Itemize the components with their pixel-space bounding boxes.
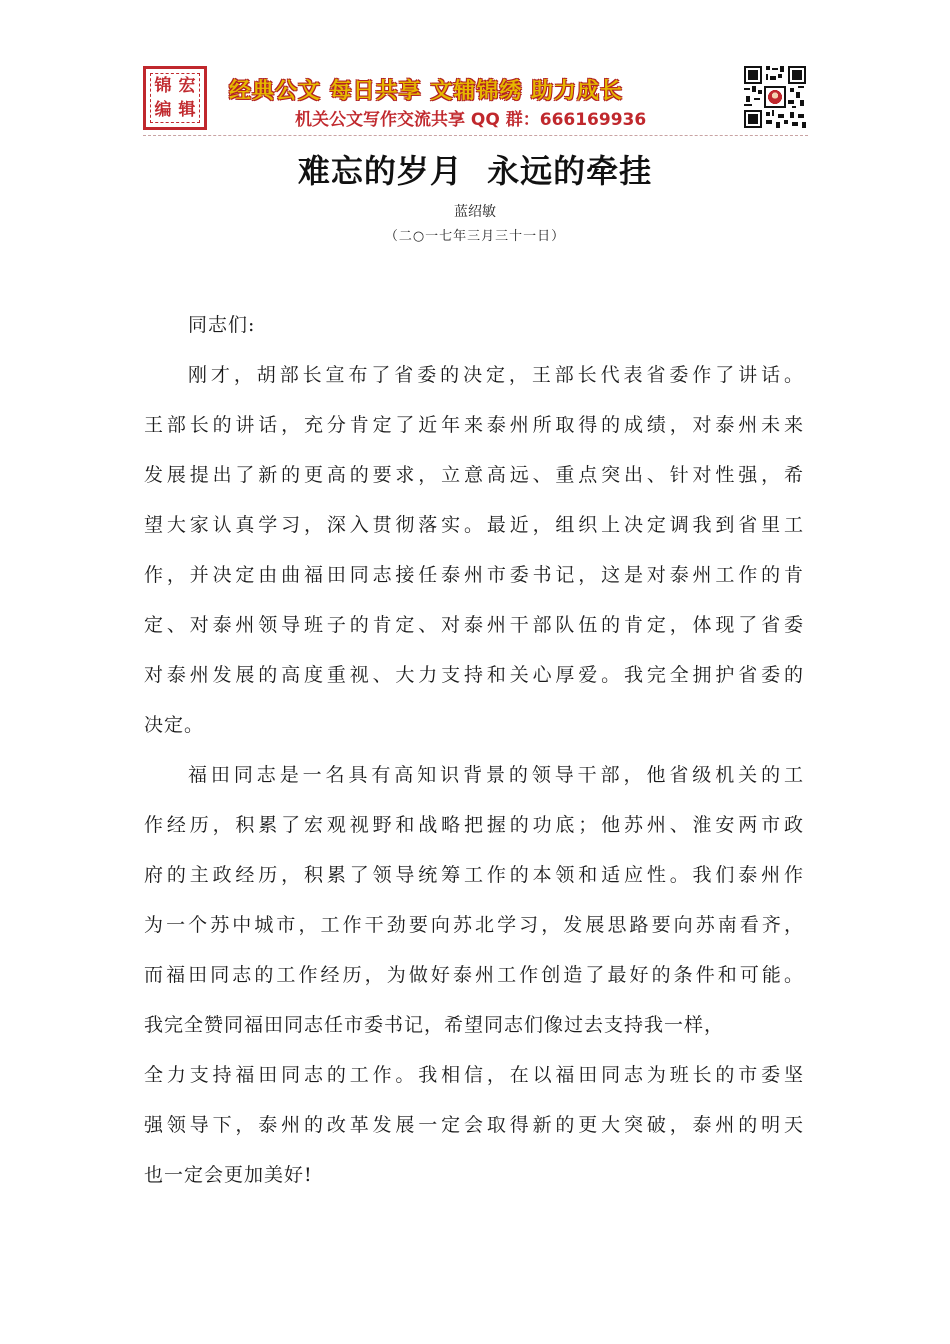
seal-char: 锦 [154,75,172,96]
header-qq-group: 机关公文写作交流共享 QQ 群：666169936 [295,110,647,130]
paragraph-line: 福田同志是一名具有高知识背景的领导干部，他省级机关的工 [188,764,804,786]
document-author: 蓝绍敏 [454,204,496,220]
document-date: （二○一七年三月三十一日） [384,229,566,244]
paragraph-line: 望大家认真学习，深入贯彻落实。最近，组织上决定调我到省里工 [144,514,804,536]
paragraph-line: 刚才，胡部长宣布了省委的决定，王部长代表省委作了讲话。 [188,364,804,386]
seal-inner [150,73,200,123]
paragraph-line: 作，并决定由曲福田同志接任泰州市委书记，这是对泰州工作的肯 [144,564,804,586]
paragraph-line: 全力支持福田同志的工作。我相信，在以福田同志为班长的市委坚 [144,1064,804,1086]
header-slogan: 经典公文 每日共享 文辅锦绣 助力成长 [229,79,623,104]
paragraph-line: 为一个苏中城市，工作干劲要向苏北学习，发展思路要向苏南看齐， [144,914,804,936]
paragraph-line: 王部长的讲话，充分肯定了近年来泰州所取得的成绩，对泰州未来 [144,414,804,436]
paragraph-line: 强领导下，泰州的改革发展一定会取得新的更大突破，泰州的明天 [144,1114,804,1136]
paragraph-line: 定、对泰州领导班子的肯定、对泰州干部队伍的肯定，体现了省委 [144,614,804,636]
qr-code-icon [742,64,808,130]
paragraph-line: 我完全赞同福田同志任市委书记，希望同志们像过去支持我一样， [144,1014,725,1036]
paragraph-line: 府的主政经历，积累了领导统筹工作的本领和适应性。我们泰州作 [144,864,804,886]
brand-seal-logo [143,66,207,130]
document-title: 难忘的岁月 永远的牵挂 [297,152,653,190]
seal-char: 辑 [178,99,196,120]
paragraph-line: 决定。 [144,714,205,736]
document-body [144,306,804,1206]
paragraph-line: 作经历，积累了宏观视野和战略把握的功底；他苏州、淮安两市政 [144,814,804,836]
paragraph-line: 而福田同志的工作经历，为做好泰州工作创造了最好的条件和可能。 [144,964,804,986]
paragraph-line: 发展提出了新的更高的要求，立意高远、重点突出、针对性强，希 [144,464,804,486]
salutation-line: 同志们: [188,314,256,336]
seal-char: 宏 [178,75,196,96]
seal-char: 编 [154,99,172,120]
page-header [143,64,808,134]
paragraph-line: 对泰州发展的高度重视、大力支持和关心厚爱。我完全拥护省委的 [144,664,804,686]
paragraph-line: 也一定会更加美好! [144,1164,313,1186]
header-divider [143,135,808,136]
